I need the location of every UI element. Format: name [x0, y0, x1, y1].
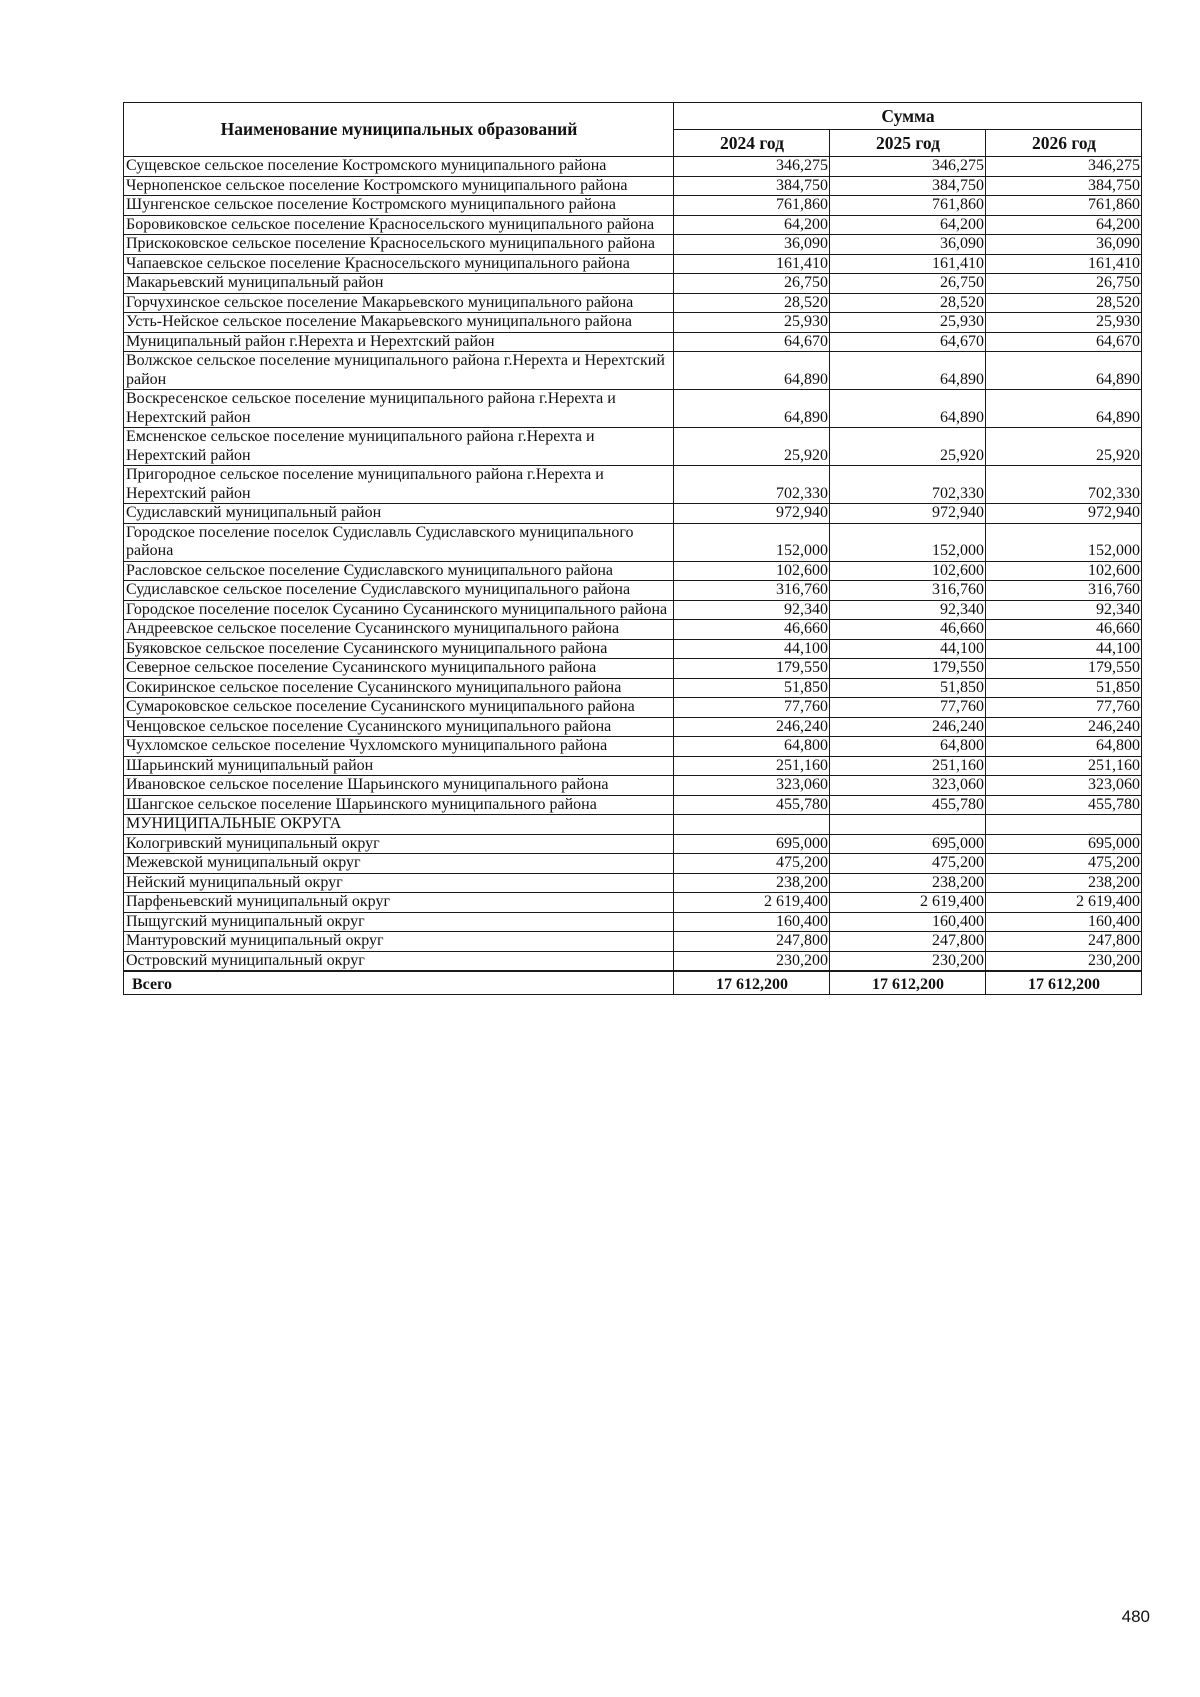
value-2025: 25,930: [830, 313, 986, 333]
value-2025: 246,240: [830, 717, 986, 737]
value-2026: 44,100: [986, 639, 1142, 659]
value-2026: 761,860: [986, 196, 1142, 216]
table-row: [124, 678, 1142, 698]
value-2025: 455,780: [830, 795, 986, 815]
value-2024: 77,760: [674, 698, 830, 718]
value-2024: 64,200: [674, 215, 830, 235]
table-row: [124, 795, 1142, 815]
municipality-name: Андреевское сельское поселение Сусанинского муниципального района: [124, 620, 674, 640]
municipality-name: Волжское сельское поселение муниципального района г.Нерехта и Нерехтский район: [124, 352, 674, 390]
table-row: [124, 951, 1142, 971]
value-2025: [830, 815, 986, 835]
table-row: [124, 717, 1142, 737]
value-2026: 2 619,400: [986, 893, 1142, 913]
value-2025: 64,890: [830, 352, 986, 390]
municipality-name: Усть-Нейское сельское поселение Макарьевского муниципального района: [124, 313, 674, 333]
value-2026: 64,800: [986, 737, 1142, 757]
table-row: [124, 523, 1142, 561]
value-2025: 475,200: [830, 854, 986, 874]
municipality-name: Сокиринское сельское поселение Сусанинского муниципального района: [124, 678, 674, 698]
value-2026: 160,400: [986, 912, 1142, 932]
table-row: [124, 854, 1142, 874]
value-2024: 238,200: [674, 873, 830, 893]
value-2025: 44,100: [830, 639, 986, 659]
table-footer: [124, 971, 1142, 995]
value-2026: 51,850: [986, 678, 1142, 698]
value-2026: 25,930: [986, 313, 1142, 333]
table-row: [124, 893, 1142, 913]
value-2025: 761,860: [830, 196, 986, 216]
value-2026: 64,200: [986, 215, 1142, 235]
value-2024: 247,800: [674, 932, 830, 952]
value-2024: 64,890: [674, 352, 830, 390]
table-row: [124, 352, 1142, 390]
page-number: 480: [1121, 1607, 1150, 1626]
value-2026: 323,060: [986, 776, 1142, 796]
table-row: [124, 390, 1142, 428]
value-2025: 26,750: [830, 274, 986, 294]
value-2024: 92,340: [674, 600, 830, 620]
table-row: [124, 196, 1142, 216]
value-2026: 316,760: [986, 581, 1142, 601]
municipality-name: Чухломское сельское поселение Чухломского муниципального района: [124, 737, 674, 757]
municipality-name: Расловское сельское поселение Судиславского муниципального района: [124, 561, 674, 581]
value-2025: 46,660: [830, 620, 986, 640]
value-2026: 702,330: [986, 466, 1142, 504]
table-row: [124, 756, 1142, 776]
municipality-name: Городское поселение поселок Сусанино Сусанинского муниципального района: [124, 600, 674, 620]
value-2026: 161,410: [986, 254, 1142, 274]
municipality-name: Ченцовское сельское поселение Сусанинского муниципального района: [124, 717, 674, 737]
total-2026: 17 612,200: [986, 971, 1142, 995]
value-2025: 384,750: [830, 176, 986, 196]
value-2026: 26,750: [986, 274, 1142, 294]
value-2025: 77,760: [830, 698, 986, 718]
municipality-name: Горчухинское сельское поселение Макарьевского муниципального района: [124, 293, 674, 313]
value-2025: 152,000: [830, 523, 986, 561]
municipality-name: Судиславское сельское поселение Судиславского муниципального района: [124, 581, 674, 601]
municipality-name: Боровиковское сельское поселение Красносельского муниципального района: [124, 215, 674, 235]
municipality-name: Прискоковское сельское поселение Красносельского муниципального района: [124, 235, 674, 255]
table-row: [124, 428, 1142, 466]
value-2024: 475,200: [674, 854, 830, 874]
table-row: [124, 254, 1142, 274]
municipality-name: Пыщугский муниципальный округ: [124, 912, 674, 932]
value-2024: 246,240: [674, 717, 830, 737]
value-2024: 761,860: [674, 196, 830, 216]
municipality-name: Воскресенское сельское поселение муниципального района г.Нерехта и Нерехтский район: [124, 390, 674, 428]
table-row: [124, 581, 1142, 601]
municipality-name: Ивановское сельское поселение Шарьинского муниципального района: [124, 776, 674, 796]
value-2025: 695,000: [830, 834, 986, 854]
value-2025: 64,890: [830, 390, 986, 428]
value-2025: 251,160: [830, 756, 986, 776]
municipality-name: Чапаевское сельское поселение Красносельского муниципального района: [124, 254, 674, 274]
value-2024: 179,550: [674, 659, 830, 679]
column-header-2026: 2026 год: [986, 130, 1142, 157]
value-2026: 102,600: [986, 561, 1142, 581]
municipality-name: Шангское сельское поселение Шарьинского муниципального района: [124, 795, 674, 815]
municipal-sums-table: [123, 102, 1142, 995]
table-row: [124, 659, 1142, 679]
value-2024: 972,940: [674, 504, 830, 524]
table-row: [124, 912, 1142, 932]
value-2026: 64,890: [986, 390, 1142, 428]
table-row: [124, 600, 1142, 620]
value-2024: 26,750: [674, 274, 830, 294]
total-2025: 17 612,200: [830, 971, 986, 995]
value-2025: 2 619,400: [830, 893, 986, 913]
table-row: [124, 698, 1142, 718]
municipality-name: МУНИЦИПАЛЬНЫЕ ОКРУГА: [124, 815, 674, 835]
value-2026: 246,240: [986, 717, 1142, 737]
value-2025: 64,800: [830, 737, 986, 757]
value-2025: 238,200: [830, 873, 986, 893]
value-2024: 46,660: [674, 620, 830, 640]
table-row: [124, 834, 1142, 854]
value-2024: 44,100: [674, 639, 830, 659]
value-2026: 152,000: [986, 523, 1142, 561]
value-2026: 230,200: [986, 951, 1142, 971]
value-2024: 25,930: [674, 313, 830, 333]
budget-table-container: [123, 102, 1141, 995]
value-2024: 2 619,400: [674, 893, 830, 913]
column-header-sum: Сумма: [674, 103, 1142, 130]
value-2026: 247,800: [986, 932, 1142, 952]
municipality-name: Муниципальный район г.Нерехта и Нерехтский район: [124, 332, 674, 352]
municipality-name: Северное сельское поселение Сусанинского муниципального района: [124, 659, 674, 679]
value-2025: 316,760: [830, 581, 986, 601]
value-2024: 64,670: [674, 332, 830, 352]
municipality-name: Парфеньевский муниципальный округ: [124, 893, 674, 913]
value-2025: 64,200: [830, 215, 986, 235]
value-2026: 455,780: [986, 795, 1142, 815]
table-row: [124, 332, 1142, 352]
municipality-name: Буяковское сельское поселение Сусанинского муниципального района: [124, 639, 674, 659]
value-2026: 92,340: [986, 600, 1142, 620]
municipality-name: Пригородное сельское поселение муниципального района г.Нерехта и Нерехтский район: [124, 466, 674, 504]
table-row: [124, 466, 1142, 504]
table-row: [124, 504, 1142, 524]
value-2025: 51,850: [830, 678, 986, 698]
column-header-2025: 2025 год: [830, 130, 986, 157]
table-row: [124, 176, 1142, 196]
table-row: [124, 639, 1142, 659]
value-2026: 64,890: [986, 352, 1142, 390]
value-2024: 25,920: [674, 428, 830, 466]
value-2024: 102,600: [674, 561, 830, 581]
value-2026: 238,200: [986, 873, 1142, 893]
value-2024: 323,060: [674, 776, 830, 796]
value-2025: 247,800: [830, 932, 986, 952]
value-2025: 323,060: [830, 776, 986, 796]
value-2026: 46,660: [986, 620, 1142, 640]
table-row: [124, 620, 1142, 640]
value-2024: 28,520: [674, 293, 830, 313]
municipality-name: Кологривский муниципальный округ: [124, 834, 674, 854]
value-2024: 230,200: [674, 951, 830, 971]
value-2025: 160,400: [830, 912, 986, 932]
municipality-name: Емсненское сельское поселение муниципального района г.Нерехта и Нерехтский район: [124, 428, 674, 466]
value-2025: 346,275: [830, 157, 986, 177]
value-2025: 702,330: [830, 466, 986, 504]
municipality-name: Межевской муниципальный округ: [124, 854, 674, 874]
value-2026: 972,940: [986, 504, 1142, 524]
value-2025: 161,410: [830, 254, 986, 274]
municipality-name: Городское поселение поселок Судиславль Судиславского муниципального района: [124, 523, 674, 561]
value-2026: [986, 815, 1142, 835]
value-2025: 179,550: [830, 659, 986, 679]
value-2026: 346,275: [986, 157, 1142, 177]
value-2024: 346,275: [674, 157, 830, 177]
municipality-name: Мантуровский муниципальный округ: [124, 932, 674, 952]
total-row: [124, 971, 1142, 995]
municipality-name: Чернопенское сельское поселение Костромского муниципального района: [124, 176, 674, 196]
value-2025: 102,600: [830, 561, 986, 581]
value-2024: 455,780: [674, 795, 830, 815]
column-header-2024: 2024 год: [674, 130, 830, 157]
value-2026: 384,750: [986, 176, 1142, 196]
table-row: [124, 737, 1142, 757]
total-2024: 17 612,200: [674, 971, 830, 995]
table-row: [124, 561, 1142, 581]
municipality-name: Шунгенское сельское поселение Костромского муниципального района: [124, 196, 674, 216]
value-2024: 160,400: [674, 912, 830, 932]
table-row: [124, 235, 1142, 255]
value-2024: 384,750: [674, 176, 830, 196]
value-2026: 28,520: [986, 293, 1142, 313]
municipality-name: Шарьинский муниципальный район: [124, 756, 674, 776]
municipality-name: Судиславский муниципальный район: [124, 504, 674, 524]
value-2024: 695,000: [674, 834, 830, 854]
total-label: Всего: [124, 971, 674, 995]
table-row: [124, 293, 1142, 313]
table-row: [124, 215, 1142, 235]
municipality-name: Островский муниципальный округ: [124, 951, 674, 971]
table-row: [124, 313, 1142, 333]
value-2024: 64,890: [674, 390, 830, 428]
value-2026: 64,670: [986, 332, 1142, 352]
table-row: [124, 873, 1142, 893]
value-2025: 25,920: [830, 428, 986, 466]
value-2026: 77,760: [986, 698, 1142, 718]
municipality-name: Сумароковское сельское поселение Сусанинского муниципального района: [124, 698, 674, 718]
value-2026: 36,090: [986, 235, 1142, 255]
value-2024: 36,090: [674, 235, 830, 255]
value-2024: [674, 815, 830, 835]
municipality-name: Нейский муниципальный округ: [124, 873, 674, 893]
value-2026: 179,550: [986, 659, 1142, 679]
table-row: [124, 932, 1142, 952]
value-2025: 64,670: [830, 332, 986, 352]
value-2024: 152,000: [674, 523, 830, 561]
value-2026: 25,920: [986, 428, 1142, 466]
value-2026: 251,160: [986, 756, 1142, 776]
value-2025: 36,090: [830, 235, 986, 255]
table-row: [124, 274, 1142, 294]
municipality-name: Сущевское сельское поселение Костромского муниципального района: [124, 157, 674, 177]
table-body: [124, 157, 1142, 972]
value-2024: 64,800: [674, 737, 830, 757]
table-row: [124, 815, 1142, 835]
value-2025: 28,520: [830, 293, 986, 313]
value-2024: 316,760: [674, 581, 830, 601]
value-2026: 695,000: [986, 834, 1142, 854]
value-2024: 51,850: [674, 678, 830, 698]
table-row: [124, 157, 1142, 177]
value-2025: 92,340: [830, 600, 986, 620]
value-2024: 702,330: [674, 466, 830, 504]
value-2026: 475,200: [986, 854, 1142, 874]
value-2025: 230,200: [830, 951, 986, 971]
municipality-name: Макарьевский муниципальный район: [124, 274, 674, 294]
table-row: [124, 776, 1142, 796]
value-2025: 972,940: [830, 504, 986, 524]
table-header: [124, 103, 1142, 157]
value-2024: 161,410: [674, 254, 830, 274]
column-header-name: Наименование муниципальных образований: [124, 103, 674, 157]
value-2024: 251,160: [674, 756, 830, 776]
